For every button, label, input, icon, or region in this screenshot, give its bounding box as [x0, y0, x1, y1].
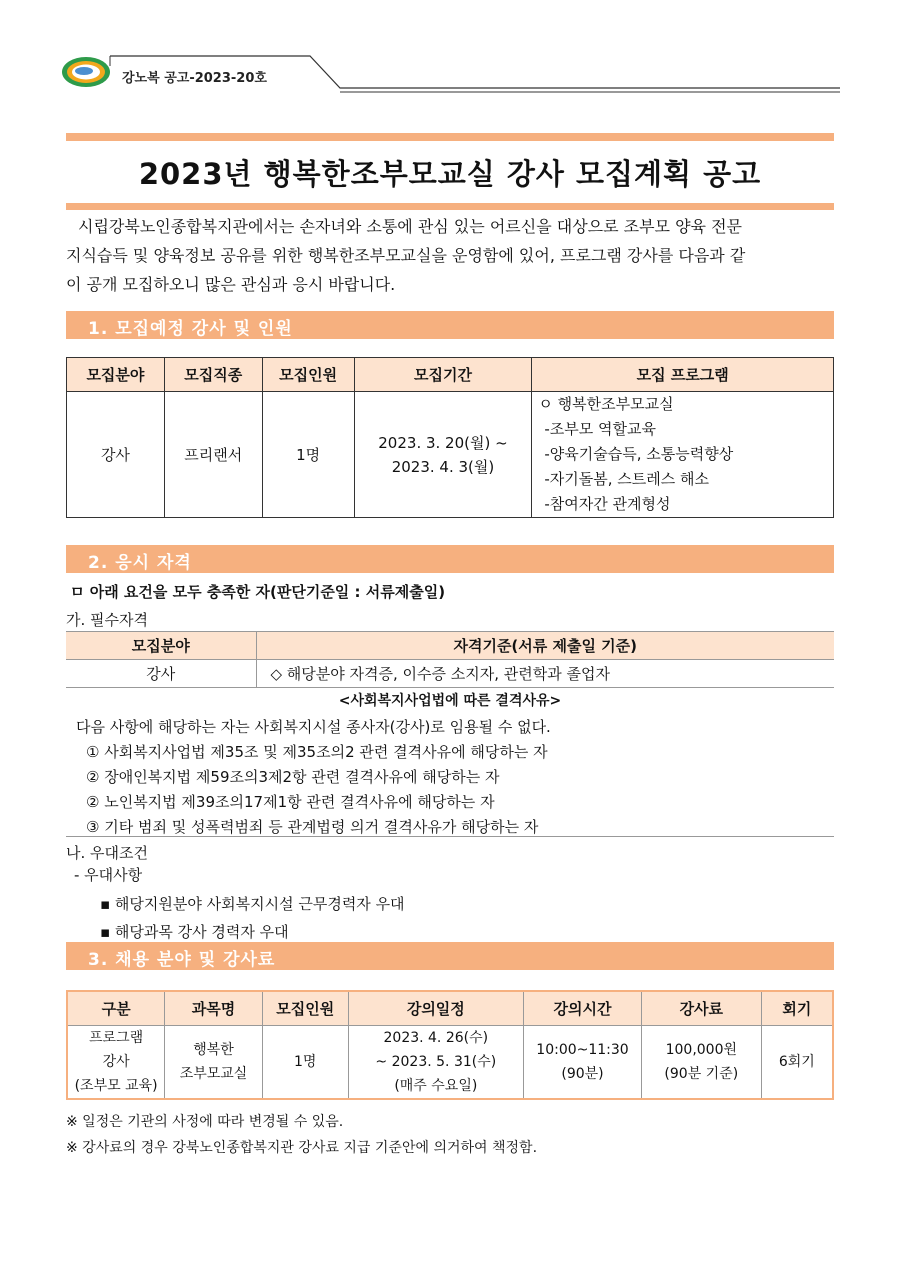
table-header: 구분 [67, 991, 165, 1025]
intro-line: 이 공개 모집하오니 많은 관심과 응시 바랍니다. [66, 275, 396, 294]
intro-line: 시립강북노인종합복지관에서는 손자녀와 소통에 관심 있는 어르신을 대상으로 조부모 양육 전문 [78, 217, 743, 236]
cell-type: 프리랜서 [164, 392, 262, 518]
table-header: 모집분야 [67, 358, 165, 392]
qualification-table [66, 631, 834, 688]
preference-item: ▪ 해당과목 강사 경력자 우대 [100, 923, 289, 941]
table-header: 모집분야 [66, 632, 256, 660]
table-header: 자격기준(서류 제출일 기준) [256, 632, 834, 660]
table-header: 모집인원 [262, 358, 354, 392]
disqualification-item: ① 사회복지사업법 제35조 및 제35조의2 관련 결격사유에 해당하는 자 [86, 743, 548, 761]
page-title: 2023년 행복한조부모교실 강사 모집계획 공고 [138, 157, 762, 191]
disqualification-item: ② 장애인복지법 제59조의3제2항 관련 결격사유에 해당하는 자 [86, 768, 500, 786]
table-header: 과목명 [165, 991, 263, 1025]
section-2-heading: 2. 응시 자격 [66, 545, 834, 573]
table-header: 회기 [761, 991, 833, 1025]
title-top-band [66, 133, 834, 141]
table-row: 강사 ◇ 해당분야 자격증, 이수증 소지자, 관련학과 졸업자 [66, 660, 834, 688]
table-header: 모집직종 [164, 358, 262, 392]
table-header: 강사료 [641, 991, 761, 1025]
table-header: 강의시간 [524, 991, 642, 1025]
divider [66, 836, 834, 837]
disqualification-item: ③ 기타 범죄 및 성폭력범죄 등 관계법령 의거 결격사유가 해당하는 자 [86, 818, 539, 836]
cell-count: 1명 [262, 392, 354, 518]
intro-paragraph [66, 212, 836, 299]
table-row [67, 392, 834, 518]
note: ※ 강사료의 경우 강북노인종합복지관 강사료 지급 기준안에 의거하여 책정함. [66, 1140, 538, 1156]
intro-line: 지식습득 및 양육정보 공유를 위한 행복한조부모교실을 운영함에 있어, 프로그램 강사를 다음과 같 [66, 246, 746, 265]
note: ※ 일정은 기관의 사정에 따라 변경될 수 있음. [66, 1114, 344, 1130]
cell-period: 2023. 3. 20(월) ~ 2023. 4. 3(월) [354, 392, 532, 518]
preference-label: 나. 우대조건 [66, 844, 148, 862]
section-3-heading: 3. 채용 분야 및 강사료 [66, 942, 834, 970]
cell-field: 강사 [67, 392, 165, 518]
document-header [60, 50, 840, 96]
recruitment-table [66, 357, 834, 518]
required-label: 가. 필수자격 [66, 611, 148, 629]
section-1-heading: 1. 모집예정 강사 및 인원 [66, 311, 834, 339]
disqualification-title: <사회복지사업법에 따른 결격사유> [338, 693, 562, 709]
document-number: 강노복 공고-2023-20호 [122, 71, 267, 86]
table-header: 모집인원 [262, 991, 348, 1025]
disqualification-item: ② 노인복지법 제39조의17제1항 관련 결격사유에 해당하는 자 [86, 793, 495, 811]
title-bottom-band [66, 203, 834, 210]
fee-table [66, 990, 834, 1100]
table-header: 모집기간 [354, 358, 532, 392]
cell-programs: ㅇ 행복한조부모교실 -조부모 역할교육 -양육기술습득, 소통능력향상 -자기돌봄, 스트레스 해소 -참여자간 관계형성 [532, 392, 834, 518]
table-header: 강의일정 [348, 991, 523, 1025]
disqualification-intro: 다음 사항에 해당하는 자는 사회복지시설 종사자(강사)로 임용될 수 없다. [76, 718, 551, 736]
preference-item: ▪ 해당지원분야 사회복지시설 근무경력자 우대 [100, 895, 405, 913]
preference-sub: - 우대사항 [74, 866, 143, 884]
eligibility-condition: ㅁ 아래 요건을 모두 충족한 자(판단기준일 : 서류제출일) [70, 583, 446, 601]
table-header: 모집 프로그램 [532, 358, 834, 392]
table-row: 프로그램 강사 (조부모 교육) 행복한 조부모교실 1명 2023. 4. 26(수) ~ 2023. 5. 31(수) (매주 수요일) 10:00~11:30 (90분) 100,000원 (90분 기준) 6회기 [67, 1025, 833, 1099]
